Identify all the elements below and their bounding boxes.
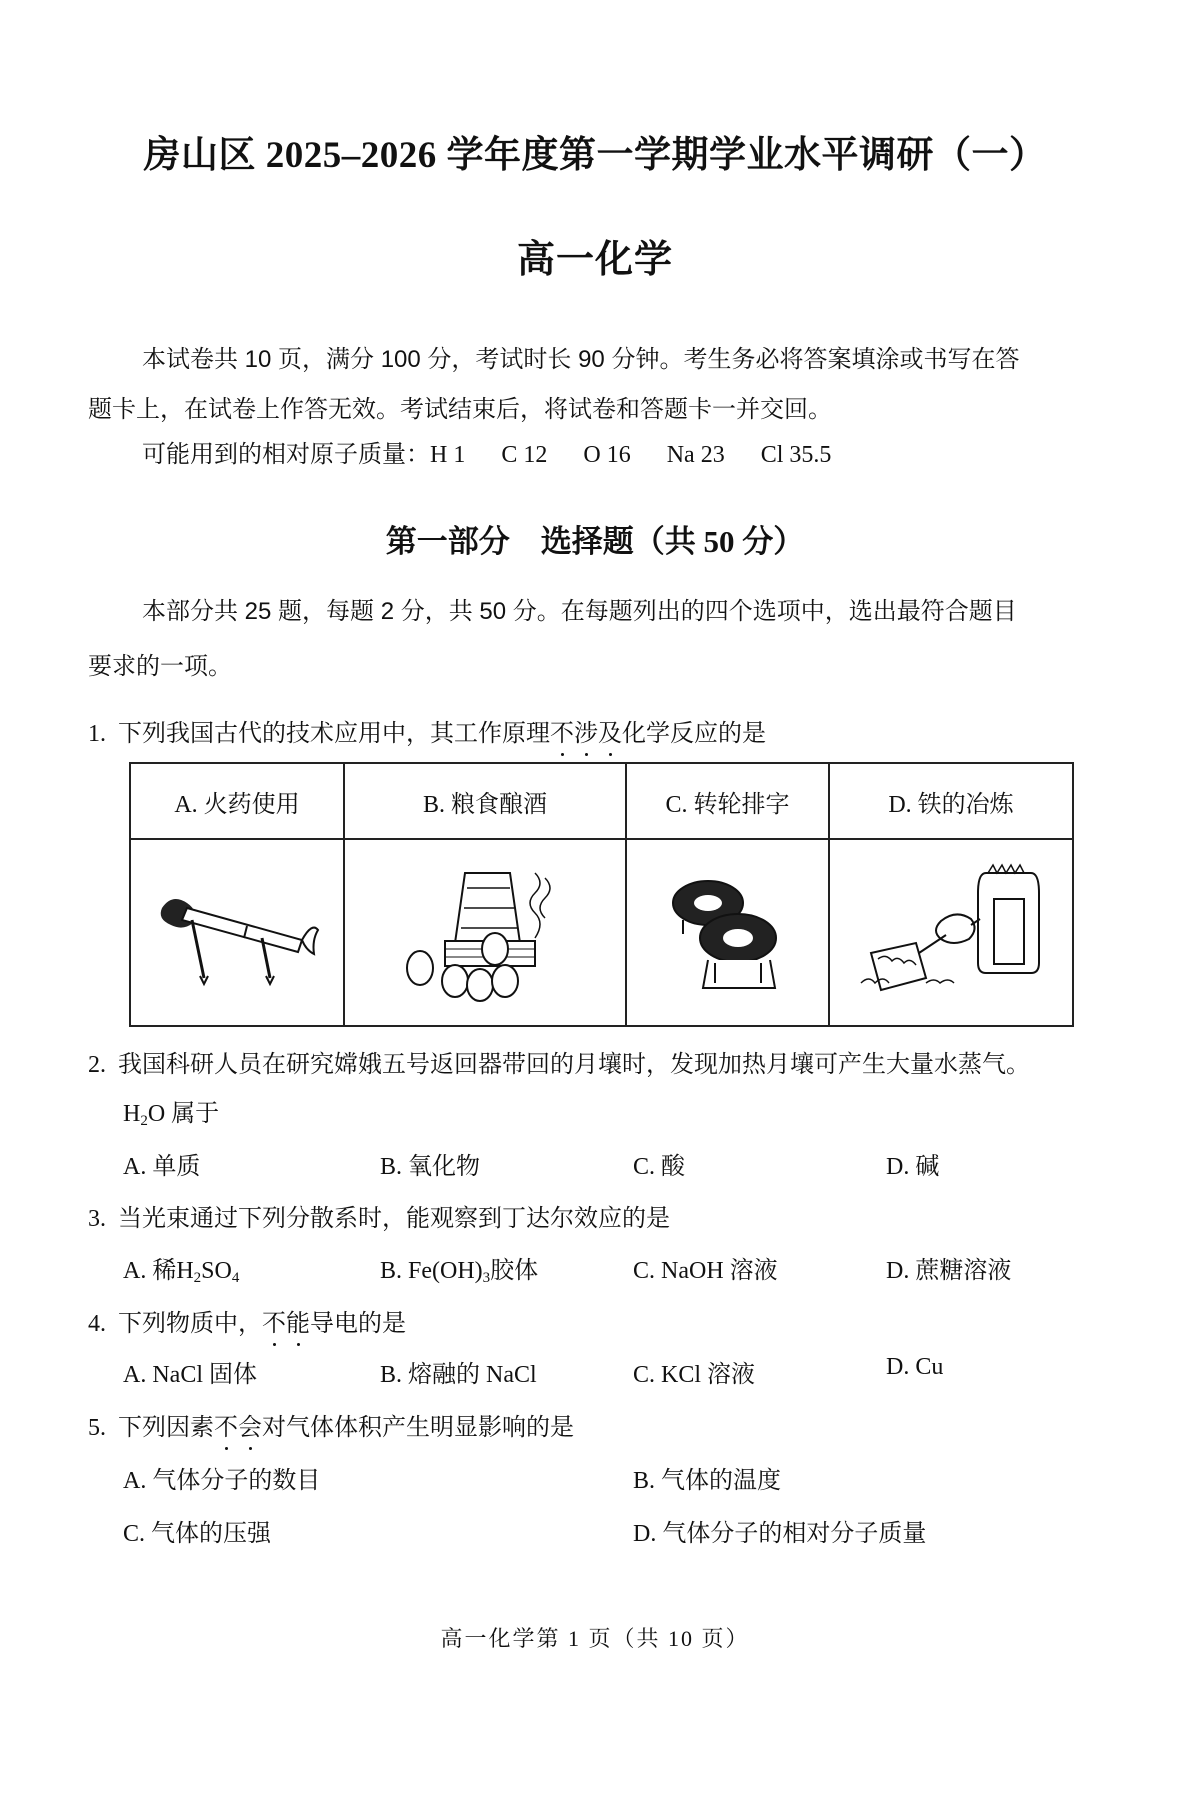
emphasis-char: 及 bbox=[598, 713, 622, 748]
atomic-mass-na: Na 23 bbox=[666, 442, 725, 468]
q2-option-c[interactable]: C. 酸 bbox=[633, 1154, 686, 1180]
q3-option-d[interactable]: D. 蔗糖溶液 bbox=[886, 1258, 1012, 1284]
option-text: 胶体 bbox=[490, 1258, 539, 1284]
option-d-header: D. 铁的冶炼 bbox=[829, 763, 1073, 839]
emphasis-char: 不 bbox=[550, 713, 574, 748]
atomic-mass-cl: Cl 35.5 bbox=[760, 442, 832, 468]
question-stem: 下列物质中， bbox=[118, 1311, 262, 1337]
q5-option-b[interactable]: B. 气体的温度 bbox=[633, 1468, 782, 1494]
q2-option-d[interactable]: D. 碱 bbox=[886, 1154, 940, 1180]
option-text: SO bbox=[201, 1258, 232, 1284]
question-number: 3. bbox=[88, 1206, 106, 1232]
question-number: 1. bbox=[88, 721, 106, 747]
q5-option-a[interactable]: A. 气体分子的数目 bbox=[123, 1468, 321, 1494]
q5-option-c[interactable]: C. 气体的压强 bbox=[123, 1521, 272, 1547]
question-number: 2. bbox=[88, 1052, 106, 1078]
page-footer: 高一化学第 1 页（共 10 页） bbox=[440, 1626, 750, 1651]
option-a-header: A. 火药使用 bbox=[130, 763, 344, 839]
atomic-mass-o: O 16 bbox=[583, 442, 631, 468]
question-stem: 我国科研人员在研究嫦娥五号返回器带回的月壤时，发现加热月壤可产生大量水蒸气。 bbox=[118, 1052, 1030, 1078]
question-stem: 下列我国古代的技术应用中，其工作原理 bbox=[118, 721, 550, 747]
instructions-line-1: 本试卷共 10 页，满分 100 分，考试时长 90 分钟。考生务必将答案填涂或书写在答 bbox=[142, 346, 1020, 373]
question-stem-end: 化学反应的是 bbox=[622, 721, 766, 747]
option-c-header: C. 转轮排字 bbox=[626, 763, 829, 839]
section-desc-line-2: 要求的一项。 bbox=[88, 653, 232, 680]
question-2-stem-line-2 bbox=[123, 1093, 219, 1128]
formula-subscript: 2 bbox=[140, 1113, 148, 1129]
atomic-mass-h: H 1 bbox=[430, 442, 466, 468]
emphasis-char: 涉 bbox=[574, 713, 598, 748]
exam-subject: 高一化学 bbox=[516, 239, 673, 281]
atomic-mass-c: C 12 bbox=[501, 442, 548, 468]
gunpowder-rocket-illustration bbox=[130, 839, 344, 1026]
question-stem-end: 导电的是 bbox=[310, 1311, 406, 1337]
question-1-options-table bbox=[129, 762, 1074, 1027]
wine-brewing-illustration bbox=[344, 839, 626, 1026]
question-number: 5. bbox=[88, 1415, 106, 1441]
wine-jars-icon bbox=[385, 863, 585, 1003]
q4-option-c[interactable]: C. KCl 溶液 bbox=[633, 1362, 756, 1388]
question-stem-end: 对气体体积产生明显影响的是 bbox=[262, 1415, 574, 1441]
formula-h: H bbox=[123, 1101, 141, 1127]
q3-option-c[interactable]: C. NaOH 溶液 bbox=[633, 1258, 778, 1284]
q4-option-a[interactable]: A. NaCl 固体 bbox=[123, 1362, 257, 1388]
question-stem: 当光束通过下列分散系时，能观察到丁达尔效应的是 bbox=[118, 1206, 670, 1232]
question-5 bbox=[88, 1407, 574, 1442]
instructions-line-2: 题卡上，在试卷上作答无效。考试结束后，将试卷和答题卡一并交回。 bbox=[88, 396, 832, 423]
question-number: 4. bbox=[88, 1311, 106, 1337]
emphasis-char: 不 bbox=[262, 1303, 286, 1338]
atomic-mass-label: 可能用到的相对原子质量： bbox=[142, 442, 430, 468]
q5-option-d[interactable]: D. 气体分子的相对分子质量 bbox=[633, 1521, 927, 1547]
formula-subscript: 3 bbox=[482, 1270, 491, 1286]
section-desc-line-1: 本部分共 25 题，每题 2 分，共 50 分。在每题列出的四个选项中，选出最符合题目 bbox=[142, 598, 1017, 625]
emphasis-char: 不 bbox=[214, 1407, 238, 1442]
furnace-icon bbox=[856, 863, 1046, 1003]
option-text: A. 稀H bbox=[123, 1258, 194, 1284]
rotating-type-wheel-illustration bbox=[626, 839, 829, 1026]
formula-subscript: 2 bbox=[193, 1270, 202, 1286]
iron-smelting-illustration bbox=[829, 839, 1073, 1026]
question-2 bbox=[88, 1044, 1030, 1079]
q4-option-b[interactable]: B. 熔融的 NaCl bbox=[380, 1362, 537, 1388]
q4-option-d[interactable]: D. Cu bbox=[886, 1354, 944, 1380]
q2-option-a[interactable]: A. 单质 bbox=[123, 1154, 201, 1180]
formula-subscript: 4 bbox=[231, 1270, 240, 1286]
question-1 bbox=[88, 713, 766, 748]
question-stem: 下列因素 bbox=[118, 1415, 214, 1441]
question-3 bbox=[88, 1198, 670, 1233]
section-title: 第一部分 选择题（共 50 分） bbox=[385, 524, 805, 559]
option-b-header: B. 粮食酿酒 bbox=[344, 763, 626, 839]
q3-option-a[interactable] bbox=[123, 1250, 239, 1285]
atomic-masses bbox=[142, 434, 831, 469]
rocket-icon bbox=[152, 878, 322, 988]
emphasis-char: 会 bbox=[238, 1407, 262, 1442]
emphasis-char: 能 bbox=[286, 1303, 310, 1338]
question-4 bbox=[88, 1303, 406, 1338]
option-text: B. Fe(OH) bbox=[380, 1258, 483, 1284]
stem-text: O 属于 bbox=[147, 1101, 220, 1127]
q3-option-b[interactable] bbox=[380, 1250, 538, 1285]
q2-option-b[interactable]: B. 氧化物 bbox=[380, 1154, 481, 1180]
exam-title: 房山区 2025–2026 学年度第一学期学业水平调研（一） bbox=[143, 135, 1047, 176]
type-wheel-icon bbox=[663, 868, 793, 998]
